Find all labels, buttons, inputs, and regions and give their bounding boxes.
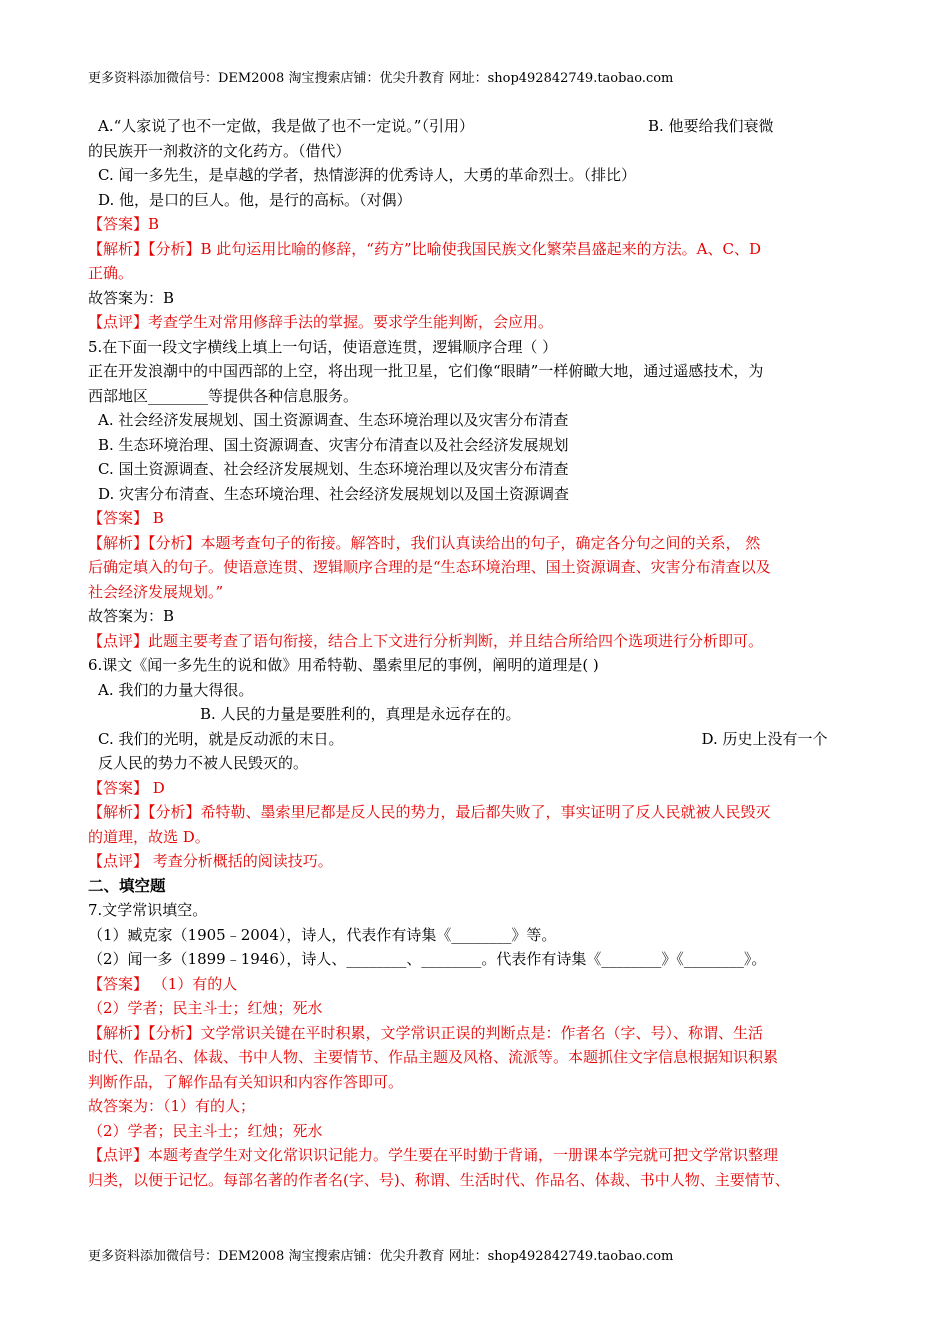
q5-analysis-cont: 后确定填入的句子。使语意连贯、逻辑顺序合理的是“生态环境治理、国土资源调查、灾害分布清查以及 xyxy=(88,558,771,576)
q6-option-d-cont: 反人民的势力不被人民毁灭的。 xyxy=(98,754,309,772)
q4-analysis: 【解析】【分析】B 此句运用比喻的修辞，“药方”比喻使我国民族文化繁荣昌盛起来的方法。A、C、D xyxy=(88,239,761,258)
q7-item-2: （2）闻一多（1899﹣1946），诗人、________、________。代表作有诗集《________》《________》。 xyxy=(88,950,767,968)
q5-final-answer: 故答案为：B xyxy=(88,607,175,625)
q4-comment: 【点评】考查学生对常用修辞手法的掌握。要求学生能判断，会应用。 xyxy=(88,313,554,331)
q5-option-c: C. 国土资源调查、社会经济发展规划、生态环境治理以及灾害分布清查 xyxy=(98,460,569,478)
q5-text-cont: 西部地区________等提供各种信息服务。 xyxy=(88,386,359,405)
q4-final-answer: 故答案为：B xyxy=(88,288,175,307)
q4-analysis-cont: 正确。 xyxy=(88,264,134,282)
q7-comment-cont: 归类，以便于记忆。每部名著的作者名(字、号)、称谓、生活时代、作品名、体裁、书中人物、主要情节、 xyxy=(88,1170,790,1189)
q6-comment: 【点评】 考查分析概括的阅读技巧。 xyxy=(88,852,333,870)
q6-option-c: C. 我们的光明，就是反动派的末日。 xyxy=(98,729,344,748)
q4-option-a: A.“人家说了也不一定做，我是做了也不一定说。”（引用） xyxy=(98,117,474,135)
q5-stem: 5.在下面一段文字横线上填上一句话，使语意连贯，逻辑顺序合理（ ） xyxy=(88,337,558,356)
q4-option-b-cont: 的民族开一剂救济的文化药方。（借代） xyxy=(88,141,351,160)
q6-analysis-cont: 的道理，故选 D。 xyxy=(88,827,210,846)
q5-analysis: 【解析】【分析】本题考查句子的衔接。解答时，我们认真读给出的句子，确定各分句之间的关系， 然 xyxy=(88,533,761,552)
q5-option-b: B. 生态环境治理、国土资源调查、灾害分布清查以及社会经济发展规划 xyxy=(98,435,569,454)
q7-final-answer-cont: （2）学者；民主斗士；红烛；死水 xyxy=(88,1121,323,1140)
q6-option-row xyxy=(88,727,868,752)
q4-option-d: D. 他，是口的巨人。他，是行的高标。（对偶） xyxy=(98,190,412,209)
q7-answer: 【答案】 （1）有的人 xyxy=(88,974,238,993)
q6-answer: 【答案】 D xyxy=(88,778,165,797)
q6-analysis: 【解析】【分析】希特勒、墨索里尼都是反人民的势力，最后都失败了，事实证明了反人民就被人民毁灭 xyxy=(88,803,771,821)
q7-analysis: 【解析】【分析】文学常识关键在平时积累，文学常识正误的判断点是：作者名（字、号）、称谓、生活 xyxy=(88,1023,764,1042)
page-content xyxy=(88,114,868,1192)
page-header: 更多资料添加微信号：DEM2008 淘宝搜索店铺：优尖升教育 网址：shop492842749.taobao.com xyxy=(88,71,674,86)
q4-answer: 【答案】B xyxy=(88,215,160,233)
q7-stem: 7.文学常识填空。 xyxy=(88,901,208,919)
q5-option-d: D. 灾害分布清查、生态环境治理、社会经济发展规划以及国土资源调查 xyxy=(98,484,570,503)
page-footer: 更多资料添加微信号：DEM2008 淘宝搜索店铺：优尖升教育 网址：shop492842749.taobao.com xyxy=(88,1249,674,1264)
q5-analysis-cont: 社会经济发展规划。” xyxy=(88,582,224,601)
q6-option-b: B. 人民的力量是要胜利的，真理是永远存在的。 xyxy=(200,705,521,723)
q7-analysis-cont: 时代、作品名、体裁、书中人物、主要情节、作品主题及风格、流派等。本题抓住文字信息根据知识积累 xyxy=(88,1048,779,1066)
q5-text: 正在开发浪潮中的中国西部的上空，将出现一批卫星，它们像“眼睛”一样俯瞰大地，通过遥感技术，为 xyxy=(88,362,764,380)
q6-option-d: D. 历史上没有一个 xyxy=(701,729,828,748)
q7-analysis-cont: 判断作品，了解作品有关知识和内容作答即可。 xyxy=(88,1072,404,1091)
section-heading: 二、填空题 xyxy=(88,875,166,895)
q7-final-answer: 故答案为：（1）有的人； xyxy=(88,1097,256,1115)
q5-comment: 【点评】此题主要考查了语句衔接，结合上下文进行分析判断，并且结合所给四个选项进行分析即可。 xyxy=(88,631,764,650)
q6-option-a: A. 我们的力量大得很。 xyxy=(98,680,254,699)
q4-option-c: C. 闻一多先生，是卓越的学者，热情澎湃的优秀诗人，大勇的革命烈士。（排比） xyxy=(98,166,636,184)
q4-option-b: B. 他要给我们衰微 xyxy=(647,117,774,135)
q7-answer-cont: （2）学者；民主斗士；红烛；死水 xyxy=(88,999,323,1017)
q6-stem: 6.课文《闻一多先生的说和做》用希特勒、墨索里尼的事例，阐明的道理是( ) xyxy=(88,656,599,674)
q5-option-a: A. 社会经济发展规划、国土资源调查、生态环境治理以及灾害分布清查 xyxy=(98,411,569,429)
q7-comment: 【点评】本题考查学生对文化常识识记能力。学生要在平时勤于背诵，一册课本学完就可把文学常识整理 xyxy=(88,1146,779,1164)
q5-answer: 【答案】 B xyxy=(88,509,164,527)
q7-item-1: （1）臧克家（1905﹣2004），诗人，代表作有诗集《________》等。 xyxy=(88,925,557,944)
q4-option-row xyxy=(88,114,868,139)
